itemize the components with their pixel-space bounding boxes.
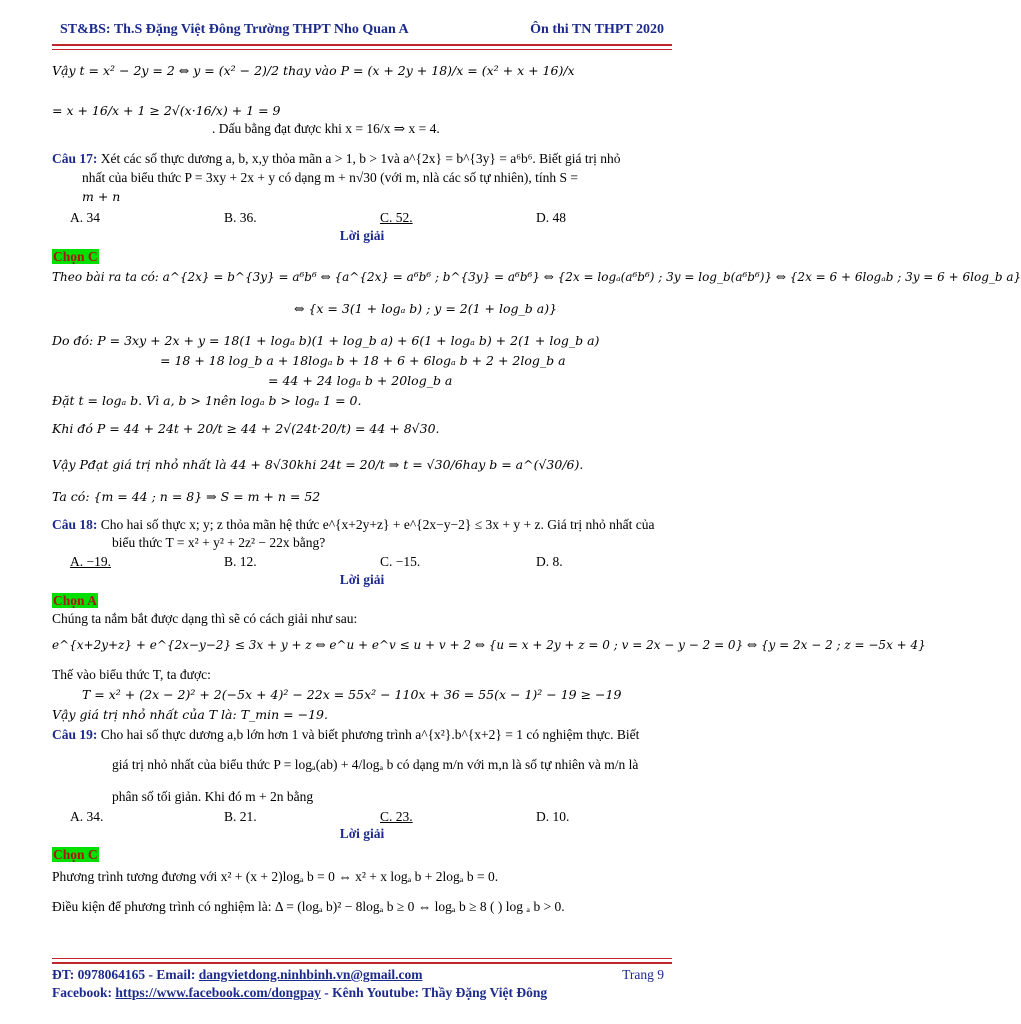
page-footer <box>52 966 672 1002</box>
solution-line: = 44 + 24 logₐ b + 20log_b a <box>268 373 453 388</box>
question-17 <box>52 150 621 168</box>
answer-option: A. −19. <box>70 554 111 569</box>
question-label: Câu 17: <box>52 151 98 166</box>
question-text: Cho hai số thực dương a,b lớn hơn 1 và biết phương trình a^{x²}.b^{x+2} = 1 có nghiệm thực. Biết <box>100 727 640 742</box>
solution-line: Đặt t = logₐ b. Vì a, b > 1nên logₐ b > logₐ 1 = 0. <box>52 393 362 408</box>
answer-option: D. 10. <box>536 809 570 824</box>
answer-option: A. 34 <box>70 210 100 225</box>
header-exam-label: Ôn thi TN THPT 2020 <box>530 22 664 37</box>
question-text: phân số tối giản. Khi đó m + 2n bằng <box>112 789 314 804</box>
question-label: Câu 19: <box>52 727 98 742</box>
question-label: Câu 18: <box>52 517 98 532</box>
solution-line: T = x² + (2x − 2)² + 2(−5x + 4)² − 22x = 55x² − 110x + 36 = 55(x − 1)² − 19 ≥ −19 <box>82 687 622 702</box>
solution-line: Phương trình tương đương với x² + (x + 2)logₐ b = 0 ⇔ x² + x logₐ b + 2logₐ b = 0. <box>52 869 499 884</box>
solution-line: Vậy Pđạt giá trị nhỏ nhất là 44 + 8√30khi 24t = 20/t ⇒ t = √30/6hay b = a^(√30/6). <box>52 457 584 472</box>
solution-heading: Lời giải <box>339 826 385 841</box>
header-divider <box>52 44 672 50</box>
page-number: Trang 9 <box>622 967 664 982</box>
solution-line: Thế vào biểu thức T, ta được: <box>52 667 211 682</box>
footer-divider <box>52 958 672 964</box>
question-text: nhất của biểu thức P = 3xy + 2x + y có dạng m + n√30 (với m, nlà các số tự nhiên), tính S = <box>82 170 579 185</box>
answer-badge: Chọn C <box>53 847 98 862</box>
text-line: Vậy t = x² − 2y = 2 ⇔ y = (x² − 2)/2 thay vào P = (x + 2y + 18)/x = (x² + x + 16)/x <box>52 63 575 78</box>
answer-option: B. 36. <box>224 210 257 225</box>
footer-facebook-label: Facebook: <box>52 985 116 1000</box>
answer-option: C. 23. <box>380 809 413 824</box>
answer-badge: Chọn A <box>53 593 97 608</box>
question-19 <box>52 726 639 744</box>
solution-line: = 18 + 18 log_b a + 18logₐ b + 18 + 6 + 6logₐ b + 2 + 2log_b a <box>160 353 566 368</box>
email-link[interactable]: dangvietdong.ninhbinh.vn@gmail.com <box>198 967 423 982</box>
solution-line: Khi đó P = 44 + 24t + 20/t ≥ 44 + 2√(24t·20/t) = 44 + 8√30. <box>52 421 440 436</box>
footer-youtube: - Kênh Youtube: Thầy Đặng Việt Đông <box>320 985 548 1000</box>
solution-line: Theo bài ra ta có: a^{2x} = b^{3y} = a⁶b⁶ ⇔ {a^{2x} = a⁶b⁶ ; b^{3y} = a⁶b⁶} ⇔ {2x = logₐ(a⁶b⁶) ; 3y = log_b(a⁶b⁶)} ⇔ {2x = 6 + 6logₐb ; 3y = 6 + 6log_b a} <box>52 270 1021 284</box>
solution-heading: Lời giải <box>339 572 385 587</box>
facebook-link[interactable]: https://www.facebook.com/dongpay <box>115 985 321 1000</box>
solution-line: Vậy giá trị nhỏ nhất của T là: T_min = −19. <box>52 707 328 722</box>
page-header <box>52 22 672 42</box>
header-title: ST&BS: Th.S Đặng Việt Đông Trường THPT Nho Quan A <box>60 22 409 37</box>
answer-option: C. −15. <box>380 554 421 569</box>
answer-option: B. 21. <box>224 809 257 824</box>
answer-option: A. 34. <box>70 809 104 824</box>
solution-line: Chúng ta nắm bắt được dạng thì sẽ có cách giải như sau: <box>52 611 358 626</box>
footer-social <box>52 984 672 1002</box>
question-18 <box>52 516 654 534</box>
question-text: Xét các số thực dương a, b, x,y thỏa mãn a > 1, b > 1và a^{2x} = b^{3y} = a⁶b⁶. Biết giá trị nhỏ <box>100 151 621 166</box>
answer-option: B. 12. <box>224 554 257 569</box>
footer-contact <box>52 966 672 984</box>
solution-line: Điều kiện để phương trình có nghiệm là: Δ = (logₐ b)² − 8logₐ b ≥ 0 ⇔ logₐ b ≥ 8 ( ) log ₐ b > 0. <box>52 899 565 914</box>
solution-heading: Lời giải <box>339 228 385 243</box>
solution-line: ⇔ {x = 3(1 + logₐ b) ; y = 2(1 + log_b a)} <box>294 301 558 316</box>
text-line: . Dấu bằng đạt được khi x = 16/x ⇒ x = 4. <box>212 121 440 136</box>
answer-option: D. 48 <box>536 210 566 225</box>
answer-option: C. 52. <box>380 210 413 225</box>
question-text: giá trị nhỏ nhất của biểu thức P = logₐ(ab) + 4/logₐ b có dạng m/n với m,n là số tự nhiên và m/n là <box>112 757 639 772</box>
question-text: m + n <box>82 189 121 204</box>
footer-phone: ĐT: 0978064165 - Email: <box>52 967 199 982</box>
answer-badge: Chọn C <box>53 249 98 264</box>
solution-line: Ta có: {m = 44 ; n = 8} ⇒ S = m + n = 52 <box>52 489 321 504</box>
answer-option: D. 8. <box>536 554 563 569</box>
solution-line: Do đó: P = 3xy + 2x + y = 18(1 + logₐ b)(1 + log_b a) + 6(1 + logₐ b) + 2(1 + log_b a) <box>52 333 600 348</box>
solution-line: e^{x+2y+z} + e^{2x−y−2} ≤ 3x + y + z ⇔ e^u + e^v ≤ u + v + 2 ⇔ {u = x + 2y + z = 0 ; v = 2x − y − 2 = 0} ⇔ {y = 2x − 2 ; z = −5x + 4} <box>52 638 926 652</box>
text-line: = x + 16/x + 1 ≥ 2√(x·16/x) + 1 = 9 <box>52 103 281 118</box>
question-text: Cho hai số thực x; y; z thỏa mãn hệ thức e^{x+2y+z} + e^{2x−y−2} ≤ 3x + y + z. Giá trị nhỏ nhất của <box>100 517 655 532</box>
question-text: biểu thức T = x² + y² + 2z² − 22x bằng? <box>112 535 326 550</box>
